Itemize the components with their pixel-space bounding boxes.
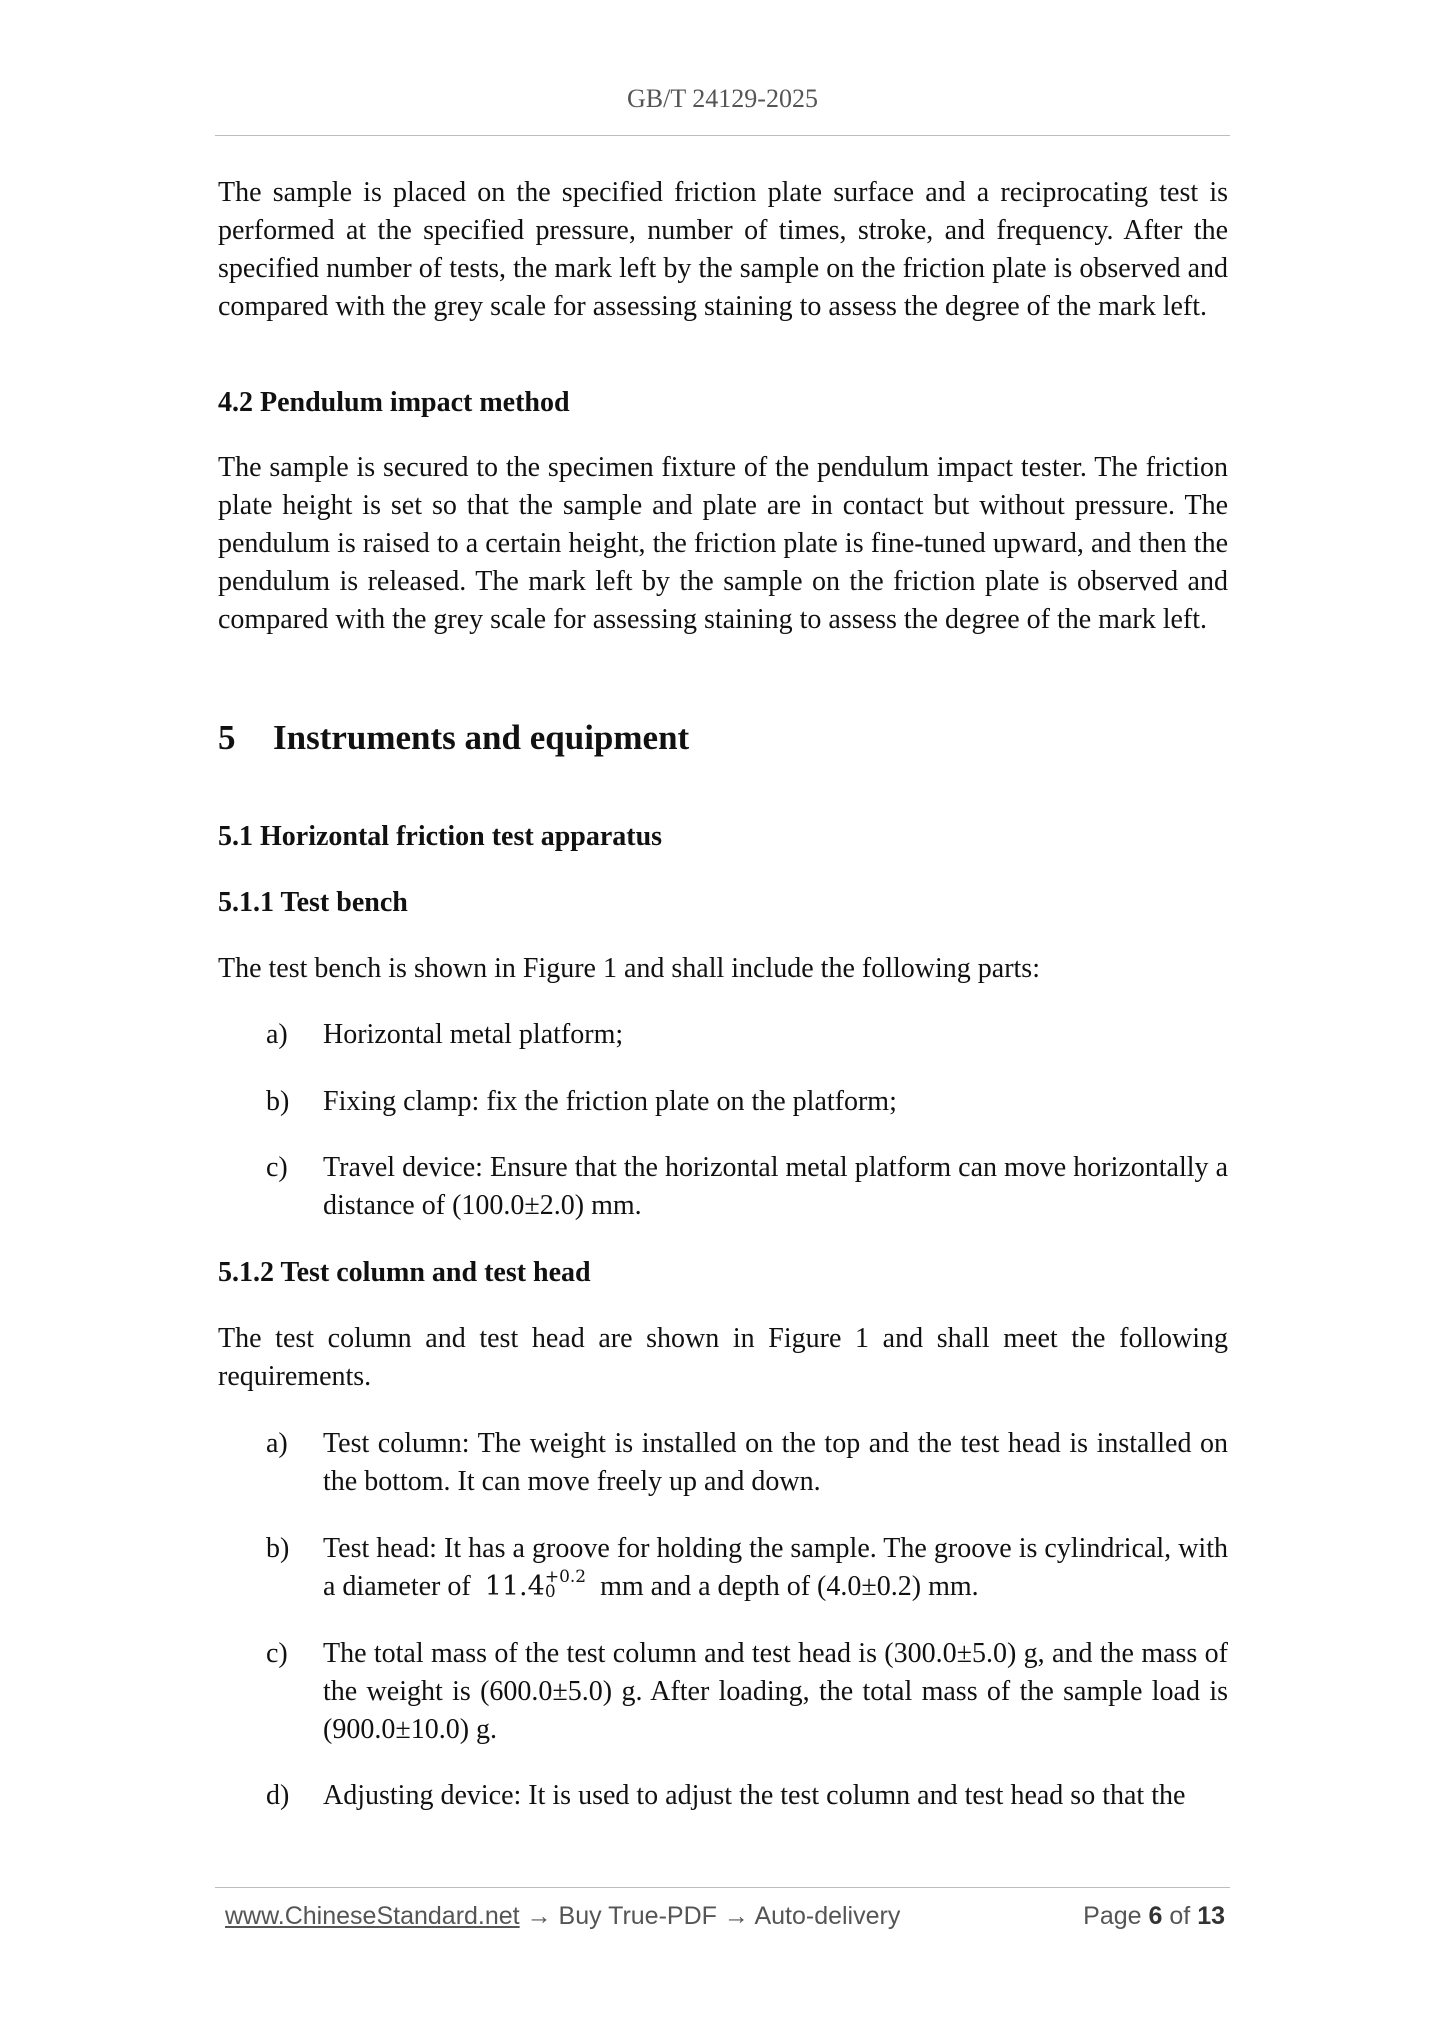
list-item-label: a) xyxy=(266,1019,288,1050)
section-5-1-2-heading: 5.1.2 Test column and test head xyxy=(218,1257,591,1288)
section-5-1-1-heading: 5.1.1 Test bench xyxy=(218,887,408,918)
arrow-right-icon: → xyxy=(526,1902,552,1930)
formula-sub: 0 xyxy=(544,1581,556,1602)
list-item-text: Adjusting device: It is used to adjust the test column and test head so that the xyxy=(323,1780,1186,1811)
footer-divider xyxy=(215,1887,1230,1888)
page-current: 6 xyxy=(1148,1902,1163,1930)
section-5-heading xyxy=(218,716,689,760)
list-item xyxy=(266,1149,1228,1225)
intro-paragraph: The sample is placed on the specified friction plate surface and a reciprocating test is performed at the specified pressure, number of times, stroke, and frequency. After the specified number of tests, the mark left by the sample on the friction plate is observed and compared with the grey scale for assessing staining to assess the degree of the mark left. xyxy=(218,177,1228,322)
list-item-text: The total mass of the test column and test head is (300.0±5.0) g, and the mass of the weight is (600.0±5.0) g. After loading, the total mass of the sample load is (900.0±10.0) g. xyxy=(323,1638,1228,1745)
section-4-2-heading: 4.2 Pendulum impact method xyxy=(218,387,570,418)
list-item-text: Horizontal metal platform; xyxy=(323,1019,624,1050)
list-item-text-before: Test head: It has a groove for holding the sample. The groove is cylindrical, with a diameter of xyxy=(323,1533,1228,1602)
delivery-text: Auto-delivery xyxy=(754,1902,901,1930)
arrow-right-icon: → xyxy=(723,1902,749,1930)
page-number xyxy=(1083,1902,1225,1931)
diameter-tolerance-formula xyxy=(484,1566,587,1602)
page-label: Page xyxy=(1083,1902,1142,1930)
header-divider xyxy=(215,135,1230,136)
list-item xyxy=(266,1425,1228,1501)
footer-promo xyxy=(225,1902,900,1931)
buy-text: Buy True-PDF xyxy=(558,1902,717,1930)
list-item-text xyxy=(323,1530,1228,1606)
formula-sup: +0.2 xyxy=(544,1566,587,1587)
list-item-text: Fixing clamp: fix the friction plate on the platform; xyxy=(323,1086,897,1117)
list-item xyxy=(266,1635,1228,1749)
page-total: 13 xyxy=(1197,1902,1225,1930)
section-5-1-heading: 5.1 Horizontal friction test apparatus xyxy=(218,821,663,852)
list-item-label: d) xyxy=(266,1780,290,1811)
list-item-label: a) xyxy=(266,1428,288,1459)
list-item xyxy=(266,1777,1228,1815)
list-item-label: b) xyxy=(266,1086,290,1117)
formula-tolerance xyxy=(544,1566,587,1602)
section-5-title: Instruments and equipment xyxy=(273,718,690,757)
section-5-1-2-paragraph: The test column and test head are shown in Figure 1 and shall meet the following requirements. xyxy=(218,1323,1228,1392)
list-item-label: c) xyxy=(266,1638,288,1669)
formula-base: 11.4 xyxy=(484,1571,545,1602)
section-5-1-1-paragraph: The test bench is shown in Figure 1 and shall include the following parts: xyxy=(218,953,1040,984)
list-item-label: b) xyxy=(266,1533,290,1564)
list-item-text: Travel device: Ensure that the horizontal metal platform can move horizontally a distance of (100.0±2.0) mm. xyxy=(323,1152,1228,1221)
list-item-text-after: mm and a depth of (4.0±0.2) mm. xyxy=(600,1571,979,1602)
page-of: of xyxy=(1169,1902,1191,1930)
website-link[interactable]: www.ChineseStandard.net xyxy=(225,1902,520,1930)
list-item xyxy=(266,1530,1228,1606)
page-header: GB/T 24129-2025 xyxy=(627,84,818,113)
list-item xyxy=(266,1016,1228,1054)
list-item-label: c) xyxy=(266,1152,288,1183)
list-item xyxy=(266,1083,1228,1121)
section-4-2-paragraph: The sample is secured to the specimen fixture of the pendulum impact tester. The friction plate height is set so that the sample and plate are in contact but without pressure. The pendulum is raised to a certain height, the friction plate is fine-tuned upward, and then the pendulum is released. The mark left by the sample on the friction plate is observed and compared with the grey scale for assessing staining to assess the degree of the mark left. xyxy=(218,452,1228,635)
list-item-text: Test column: The weight is installed on the top and the test head is installed on the bottom. It can move freely up and down. xyxy=(323,1428,1228,1497)
section-5-number: 5 xyxy=(218,718,236,757)
